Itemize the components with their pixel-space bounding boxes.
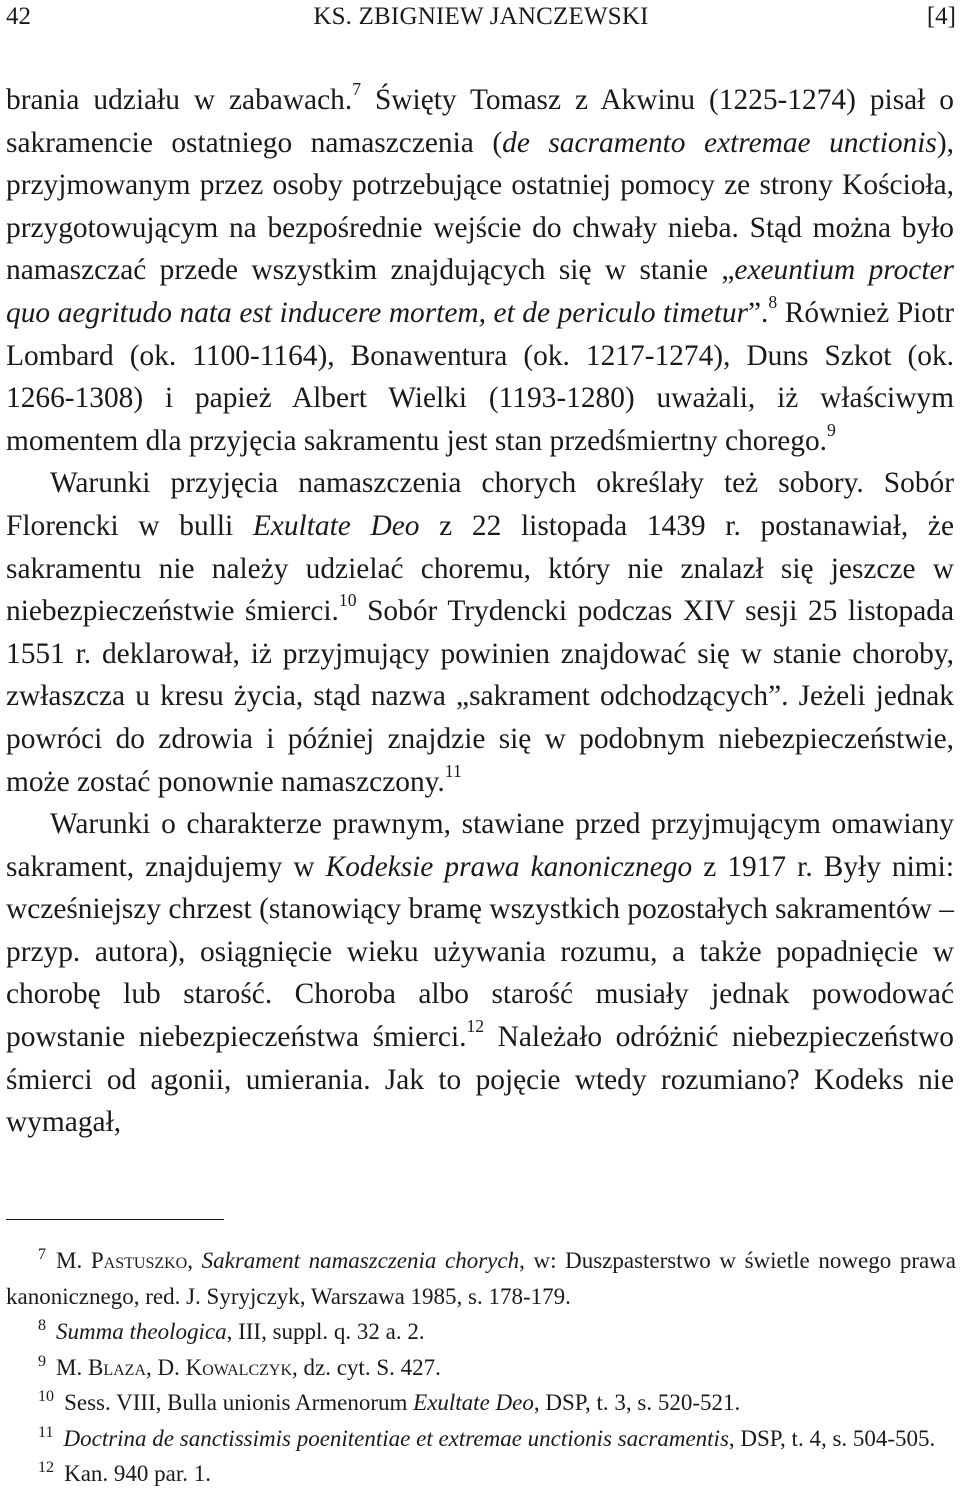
footnote-11 [6,1421,956,1457]
italic-code-title: Kodeksie prawa kanonicznego [325,850,693,883]
paragraph-3 [6,803,954,1144]
text-run: ”. [748,296,769,329]
footnote-8 [6,1314,956,1350]
italic-latin-term: de sacramento extremae unctionis [502,126,937,159]
footnote-9 [6,1350,956,1386]
italic-work-title: Summa theologica [56,1319,227,1344]
italic-bull-title: Exultate Deo [252,509,420,542]
italic-work-title: Sakrament namaszczenia chorych [201,1248,520,1273]
italic-work-title: Exultate Deo [413,1390,534,1415]
text-run: M. [56,1248,91,1273]
author-surname: Blaza [88,1354,146,1380]
footnote-ref-9: 9 [827,419,836,440]
page-number: 42 [6,3,31,30]
italic-latin-quote: exeuntium procter quo aegritudo nata est inducere mortem, et de periculo timetur [6,254,954,329]
paragraph-1 [6,79,954,462]
footnote-ref-8: 8 [768,291,778,312]
text-run: , DSP, t. 4, s. 504-505. [728,1425,936,1451]
italic-work-title: Doctrina de sanctissimis poenitentiae et extremae unctionis sacramentis [63,1425,729,1451]
running-head [6,0,956,34]
text-run: ), przyjmowanym przez osoby potrzebujące ostatniej pomocy ze strony Kościoła, przygotowującym na bezpośrednie wejście do chwały nieba. Stąd można było namaszczać przede wszystkim znajdujących się w stanie „ [6,126,954,287]
text-run: , w: Duszpasterstwo w świetle nowego prawa kanonicznego, red. J. Syryjczyk, Warszawa 1985, s. 178-179. [6,1248,957,1309]
text-run: Warunki o charakterze prawnym, stawiane przed przyjmującym omawiany sakrament, znajdujemy w [6,808,954,883]
text-run: Warunki przyjęcia namaszczenia chorych określały też sobory. Sobór Florencki w bulli [6,467,954,542]
footnote-number: 11 [38,1423,54,1441]
text-run: , D. [146,1354,186,1380]
footnote-number: 9 [38,1352,47,1370]
body-text [6,79,954,1144]
text-run: Kan. 940 par. 1. [64,1461,212,1486]
text-run: z 22 listopada 1439 r. postanawiał, że sakramentu nie należy udzielać choremu, który nie znalazł się jeszcze w niebezpieczeństwie śmierci. [6,509,955,628]
footnote-number: 10 [38,1388,55,1406]
footnote-ref-11: 11 [444,760,462,781]
section-number: [4] [926,3,956,30]
footnote-7 [6,1243,956,1314]
text-run: Również Piotr Lombard (ok. 1100-1164), Bonawentura (ok. 1217-1274), Duns Szkot (ok. 1266-1308) i papież Albert Wielki (1193-1280) uważali, iż właściwym momentem dla przyjęcia sakramentu jest stan przedśmiertny chorego. [6,296,954,457]
text-run: M. [56,1354,88,1380]
footnote-number: 8 [38,1317,47,1335]
text-run: , [187,1248,202,1273]
footnote-number: 12 [38,1459,55,1477]
author-surname: Kowalczyk [185,1354,293,1380]
footnotes [6,1243,956,1492]
footnote-ref-12: 12 [466,1015,485,1036]
text-run: , dz. cyt. S. 427. [292,1354,441,1380]
author-surname: Pastuszko [90,1248,188,1273]
text-run: , III, suppl. q. 32 a. 2. [226,1319,425,1344]
footnote-ref-10: 10 [338,590,357,611]
text-run: , DSP, t. 3, s. 520-521. [533,1390,741,1415]
footnote-separator [6,1219,224,1220]
footnote-number: 7 [38,1246,47,1264]
footnote-ref-7: 7 [352,78,362,99]
text-run: brania udziału w zabawach. [6,84,353,116]
text-run: Sobór Trydencki podczas XIV sesji 25 listopada 1551 r. deklarował, iż przyjmujący powinien znajdować się w stanie choroby, zwłaszcza u kresu życia, stąd nazwa „sakrament odchodzących”. Jeżeli jednak powróci do zdrowia i później znajdzie się w podobnym niebezpieczeństwie, może zostać ponownie namaszczony. [6,595,955,798]
footnote-12 [6,1456,956,1492]
text-run: Sess. VIII, Bulla unionis Armenorum [64,1390,414,1415]
text-run: Należało odróżnić niebezpieczeństwo śmierci od agonii, umierania. Jak to pojęcie wtedy rozumiano? Kodeks nie wymagał, [6,1021,954,1139]
paragraph-2 [6,462,954,803]
running-head-author: KS. ZBIGNIEW JANCZEWSKI [313,3,649,30]
text-run: Święty Tomasz z Akwinu (1225-1274) pisał o sakramencie ostatniego namaszczenia ( [6,84,954,159]
footnote-10 [6,1385,956,1421]
text-run: z 1917 r. Były nimi: wcześniejszy chrzest (stanowiący bramę wszystkich pozostałych sakramentów – przyp. autora), osiągnięcie wieku używania rozumu, a także popadnięcie w chorobę lub starość. Choroba albo starość musiały jednak powodować powstanie niebezpieczeństwa śmierci. [6,850,954,1054]
